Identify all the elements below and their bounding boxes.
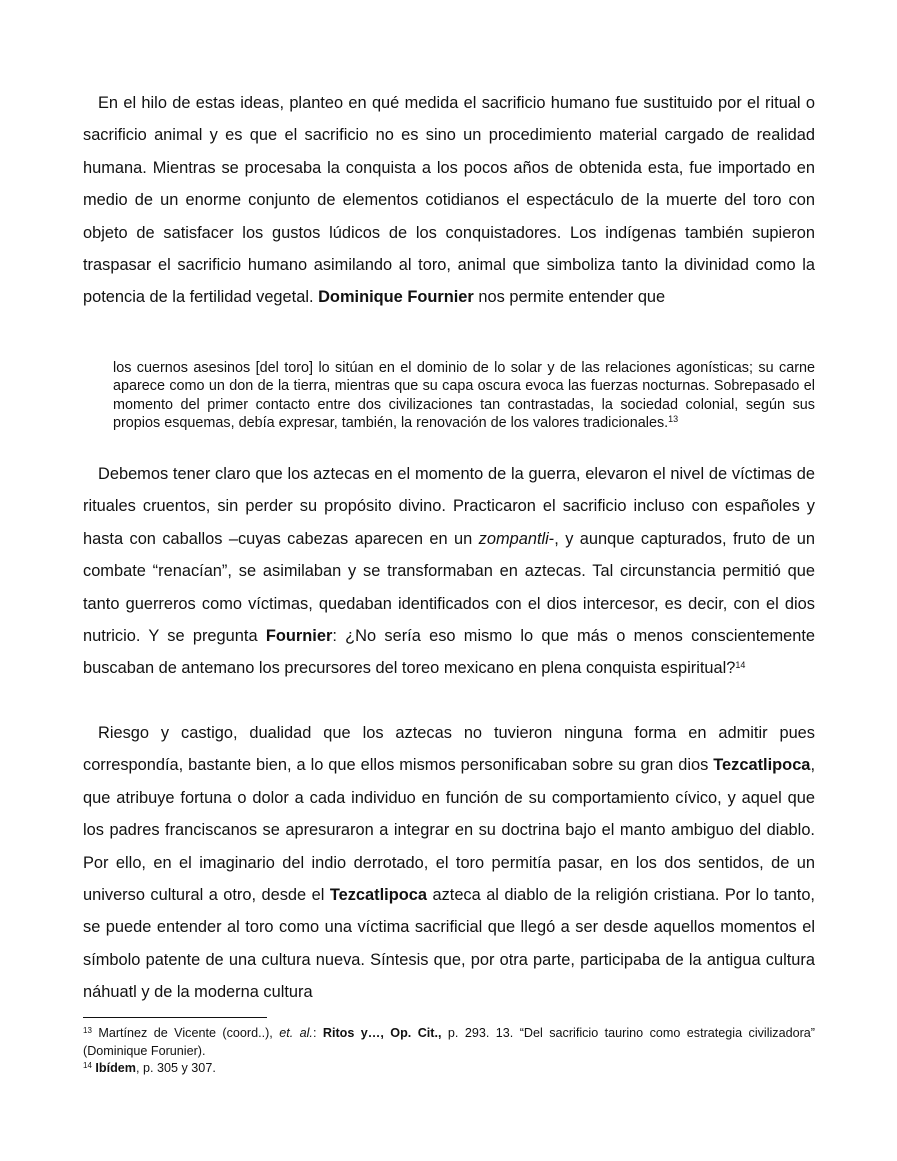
paragraph-3 — [83, 717, 815, 1009]
paragraph-2-text-a: Debemos tener claro que los aztecas en el momento de la guerra, elevaron el nivel de víctimas de rituales cruentos, sin perder su propósito divino. Practicaron el sacrificio incluso con españoles y hasta con caballos –cuyas cabezas aparecen en un — [83, 465, 815, 548]
footnote-14-bold: Ibídem — [95, 1061, 136, 1075]
footnote-14-number: 14 — [83, 1061, 92, 1070]
footnote-separator — [83, 1017, 267, 1018]
tezcatlipoca-bold-1: Tezcatlipoca — [713, 756, 811, 775]
paragraph-3-text-a: Riesgo y castigo, dualidad que los aztecas no tuvieron ninguna forma en admitir pues correspondía, bastante bien, a lo que ellos mismos personificaban sobre su gran dios — [83, 724, 815, 775]
footnote-13-bold: Ritos y…, Op. Cit., — [322, 1026, 442, 1040]
paragraph-1-text-a: En el hilo de estas ideas, planteo en qué medida el sacrificio humano fue sustituido por el ritual o sacrificio animal y es que el sacrificio no es sino un procedimiento material cargado de realidad humana. Mientras se procesaba la conquista a los pocos años de obtenida esta, fue importado en medio de un enorme conjunto de elementos cotidianos el espectáculo de la muerte del toro con objeto de satisfacer los gustos lúdicos de los conquistadores. Los indígenas también supieron traspasar el sacrificio humano asimilando al toro, animal que simboliza tanto la divinidad como la potencia de la fertilidad vegetal. — [83, 94, 815, 307]
footnote-13-text-b: : — [312, 1026, 323, 1040]
author-name-bold: Dominique Fournier — [318, 288, 474, 307]
footnote-13-italic: et. al. — [279, 1026, 313, 1040]
footnote-14 — [83, 1060, 815, 1078]
paragraph-3-text-b: , que atribuye fortuna o dolor a cada individuo en función de su comportamiento cívico, y aquel que los padres franciscanos se apresuraron a integrar en su doctrina bajo el manto ambiguo del diablo. Por ello, en el imaginario del indio derrotado, el toro permitía pasar, en los dos sentidos, de un universo cultural a otro, desde el — [83, 756, 815, 905]
paragraph-2 — [83, 458, 815, 685]
paragraph-2-text-c: : ¿No sería eso mismo lo que más o menos conscientemente buscaban de antemano los precursores del toreo mexicano en plena conquista espiritual? — [83, 627, 815, 678]
footnote-13-text-a: Martínez de Vicente (coord..), — [91, 1026, 280, 1040]
paragraph-3-text-c: azteca al diablo de la religión cristiana. Por lo tanto, se puede entender al toro como una víctima sacrificial que llegó a ser desde aquellos momentos el símbolo patente de una cultura nueva. Síntesis que, por otra parte, participaba de la antigua cultura náhuatl y de la moderna cultura — [83, 886, 815, 1002]
footnote-13 — [83, 1025, 815, 1060]
footnote-ref-14[interactable]: 14 — [735, 660, 746, 671]
footnote-13-text-c: p. 293. 13. “Del sacrificio taurino como estrategia civilizadora” (Dominique Forunier). — [83, 1026, 816, 1058]
zompantli-italic: zompantli — [478, 529, 549, 548]
block-quote — [113, 359, 815, 433]
footnote-ref-13[interactable]: 13 — [668, 414, 679, 425]
footnote-13-number: 13 — [83, 1026, 92, 1035]
paragraph-2-text-b: -, y aunque capturados, fruto de un combate “renacían”, se asimilaban y se transformaban en aztecas. Tal circunstancia permitió que tanto guerreros como víctimas, quedaban identificados con el dios intercesor, es decir, con el dios nutricio. Y se pregunta — [83, 529, 815, 646]
tezcatlipoca-bold-2: Tezcatlipoca — [329, 886, 427, 905]
footnote-14-text: , p. 305 y 307. — [136, 1061, 216, 1075]
paragraph-1 — [83, 87, 815, 314]
block-quote-text: los cuernos asesinos [del toro] lo sitúan en el dominio de lo solar y de las relaciones agonísticas; su carne aparece como un don de la tierra, mientras que su capa oscura evoca las fuerzas nocturnas. Sobrepasado el momento del primer contacto entre dos civilizaciones tan contrastadas, la sociedad colonial, según sus propios esquemas, debía expresar, también, la renovación de los valores tradicionales. — [113, 360, 815, 432]
paragraph-1-text-b: nos permite entender que — [473, 288, 666, 307]
fournier-bold: Fournier — [265, 627, 333, 646]
